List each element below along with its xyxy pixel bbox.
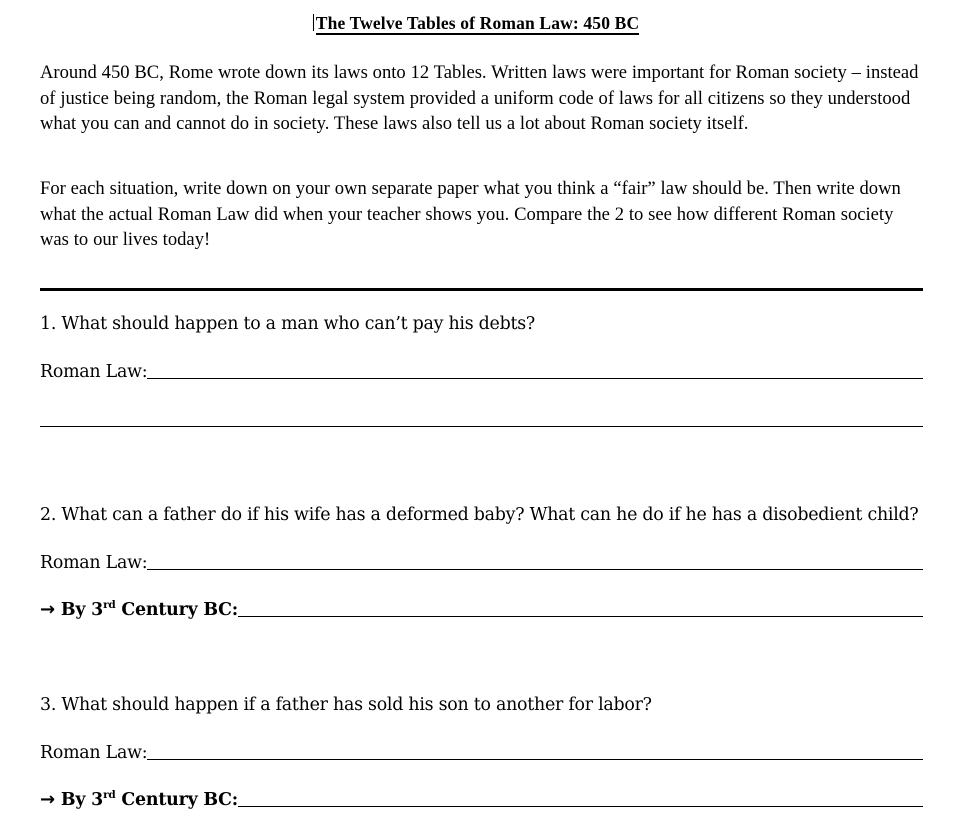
century-ordinal-suffix: rd	[103, 789, 116, 802]
page-title-text: The Twelve Tables of Roman Law: 450 BC	[315, 13, 640, 33]
arrow-right-icon: →	[40, 789, 55, 810]
answer-write-line[interactable]	[238, 806, 923, 807]
answer-write-line[interactable]	[238, 616, 923, 617]
roman-law-answer-row-1[interactable]	[40, 362, 923, 382]
century-prefix: By 3	[60, 790, 104, 810]
answer-write-line-extra[interactable]	[40, 426, 923, 427]
century-answer-row-3[interactable]	[40, 790, 923, 810]
page-title	[316, 14, 640, 35]
intro-paragraph: Around 450 BC, Rome wrote down its laws onto 12 Tables. Written laws were important for Roman society – instead of justice being random, the Roman legal system provided a uniform code of laws for all citizens so they understood what you can and cannot do in society. These laws also tell us a lot about Roman society itself.	[40, 62, 919, 134]
spacer	[40, 716, 923, 743]
answer-write-line[interactable]	[147, 569, 923, 570]
century-label	[40, 600, 238, 620]
text-cursor-icon	[313, 14, 314, 31]
spacer	[40, 382, 923, 426]
answer-write-line[interactable]	[147, 378, 923, 379]
century-prefix: By 3	[60, 600, 104, 620]
spacer	[40, 763, 923, 790]
question-text-2: 2. What can a father do if his wife has a deformed baby? What can he do if he has a disobedient child?	[40, 505, 919, 525]
century-label	[40, 790, 238, 810]
roman-law-label: Roman Law:	[40, 553, 148, 573]
roman-law-label: Roman Law:	[40, 743, 148, 763]
roman-law-label: Roman Law:	[40, 362, 148, 382]
question-text-1: 1. What should happen to a man who can’t pay his debts?	[40, 314, 535, 334]
spacer	[40, 335, 923, 362]
century-answer-row-2[interactable]	[40, 600, 923, 620]
century-rest: Century BC:	[115, 600, 239, 620]
question-text-3: 3. What should happen if a father has sold his son to another for labor?	[40, 695, 652, 715]
answer-write-line[interactable]	[147, 759, 923, 760]
spacer	[40, 526, 923, 553]
arrow-right-icon: →	[40, 599, 55, 620]
section-divider	[40, 288, 923, 291]
roman-law-answer-row-3[interactable]	[40, 743, 923, 763]
question-block-3	[40, 694, 923, 810]
instructions-paragraph: For each situation, write down on your own separate paper what you think a “fair” law should be. Then write down what the actual Roman Law did when your teacher shows you. Compare the 2 to see how different Roman society was to our lives today!	[40, 178, 901, 250]
question-block-1	[40, 313, 923, 427]
century-ordinal-suffix: rd	[103, 599, 116, 612]
century-rest: Century BC:	[115, 790, 239, 810]
spacer	[40, 573, 923, 600]
roman-law-answer-row-2[interactable]	[40, 553, 923, 573]
question-block-2	[40, 504, 923, 620]
title-row	[0, 14, 955, 35]
